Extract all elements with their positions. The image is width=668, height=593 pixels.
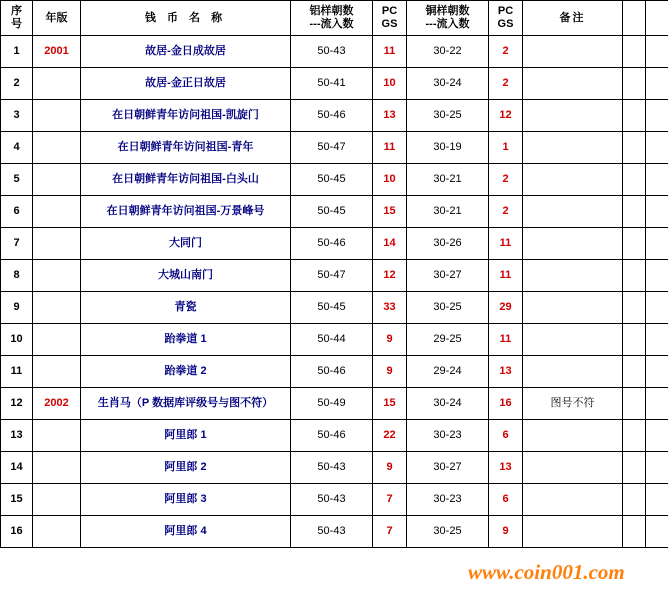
cell-aluminum-count: 50-43 [291, 36, 373, 68]
cell-pcgs-copper: 9 [489, 516, 523, 548]
cell-pcgs-copper: 1 [489, 132, 523, 164]
cell-extra-1 [623, 356, 646, 388]
cell-pcgs-aluminum: 12 [373, 260, 407, 292]
cell-pcgs-copper: 11 [489, 260, 523, 292]
cell-extra-1 [623, 260, 646, 292]
table-row [1, 196, 668, 228]
cell-sequence: 13 [1, 420, 33, 452]
cell-pcgs-aluminum: 11 [373, 132, 407, 164]
table-row [1, 164, 668, 196]
header-seq-line2: 号 [11, 18, 22, 30]
column-header-pcgs-aluminum [373, 1, 407, 36]
header-copper-line1: 铜样朝数 [425, 5, 470, 18]
cell-copper-count: 30-23 [407, 420, 489, 452]
cell-coin-name: 故居-金日成故居 [81, 36, 291, 68]
cell-year [33, 452, 81, 484]
cell-coin-name: 大同门 [81, 228, 291, 260]
cell-sequence: 11 [1, 356, 33, 388]
table-row [1, 420, 668, 452]
cell-pcgs-aluminum: 7 [373, 516, 407, 548]
cell-sequence: 12 [1, 388, 33, 420]
cell-sequence: 4 [1, 132, 33, 164]
cell-remark [523, 452, 623, 484]
cell-pcgs-aluminum: 10 [373, 68, 407, 100]
header-pcgs2-line1: PC [497, 5, 514, 18]
cell-aluminum-count: 50-45 [291, 292, 373, 324]
cell-pcgs-aluminum: 11 [373, 36, 407, 68]
cell-aluminum-count: 50-43 [291, 452, 373, 484]
cell-extra-2 [646, 420, 668, 452]
cell-extra-2 [646, 356, 668, 388]
cell-remark [523, 420, 623, 452]
cell-coin-name: 阿里郎 2 [81, 452, 291, 484]
cell-coin-name: 跆拳道 2 [81, 356, 291, 388]
cell-sequence: 3 [1, 100, 33, 132]
table-row [1, 68, 668, 100]
header-row [1, 1, 668, 36]
cell-extra-2 [646, 132, 668, 164]
column-header-sequence [1, 1, 33, 36]
cell-coin-name: 阿里郎 1 [81, 420, 291, 452]
column-header-remark: 备注 [523, 1, 623, 36]
cell-extra-1 [623, 164, 646, 196]
site-watermark: www.coin001.com [468, 560, 625, 584]
cell-pcgs-aluminum: 13 [373, 100, 407, 132]
cell-sequence: 10 [1, 324, 33, 356]
cell-extra-2 [646, 36, 668, 68]
cell-pcgs-copper: 2 [489, 68, 523, 100]
table-row [1, 292, 668, 324]
table-body [1, 36, 668, 548]
cell-remark [523, 68, 623, 100]
column-header-aluminum [291, 1, 373, 36]
cell-extra-1 [623, 516, 646, 548]
cell-sequence: 5 [1, 164, 33, 196]
cell-copper-count: 30-27 [407, 260, 489, 292]
cell-aluminum-count: 50-46 [291, 420, 373, 452]
cell-aluminum-count: 50-46 [291, 100, 373, 132]
cell-sequence: 14 [1, 452, 33, 484]
cell-remark: 图号不符 [523, 388, 623, 420]
cell-remark [523, 292, 623, 324]
cell-coin-name: 跆拳道 1 [81, 324, 291, 356]
cell-pcgs-copper: 6 [489, 420, 523, 452]
cell-extra-2 [646, 388, 668, 420]
table-row [1, 36, 668, 68]
cell-copper-count: 30-25 [407, 100, 489, 132]
cell-extra-1 [623, 132, 646, 164]
cell-copper-count: 30-24 [407, 388, 489, 420]
cell-aluminum-count: 50-41 [291, 68, 373, 100]
header-aluminum-line2: ---流入数 [309, 18, 354, 30]
cell-copper-count: 30-21 [407, 196, 489, 228]
cell-extra-1 [623, 196, 646, 228]
cell-sequence: 8 [1, 260, 33, 292]
column-header-coin-name: 钱 币 名 称 [81, 1, 291, 36]
table-row [1, 260, 668, 292]
column-header-year: 年版 [33, 1, 81, 36]
cell-coin-name: 生肖马（P 数据库评级号与图不符） [81, 388, 291, 420]
cell-aluminum-count: 50-43 [291, 516, 373, 548]
table-row [1, 356, 668, 388]
cell-pcgs-aluminum: 7 [373, 484, 407, 516]
table-row [1, 228, 668, 260]
cell-pcgs-copper: 12 [489, 100, 523, 132]
cell-extra-2 [646, 260, 668, 292]
cell-year [33, 68, 81, 100]
cell-pcgs-aluminum: 9 [373, 452, 407, 484]
cell-copper-count: 30-25 [407, 516, 489, 548]
cell-copper-count: 30-25 [407, 292, 489, 324]
cell-coin-name: 在日朝鲜青年访问祖国-白头山 [81, 164, 291, 196]
cell-year [33, 260, 81, 292]
cell-year [33, 100, 81, 132]
cell-pcgs-copper: 13 [489, 452, 523, 484]
cell-remark [523, 356, 623, 388]
cell-pcgs-aluminum: 9 [373, 356, 407, 388]
cell-extra-1 [623, 324, 646, 356]
table-row [1, 132, 668, 164]
cell-year: 2001 [33, 36, 81, 68]
header-copper-line2: ---流入数 [425, 18, 470, 30]
cell-copper-count: 29-24 [407, 356, 489, 388]
column-header-extra-2 [646, 1, 668, 36]
cell-copper-count: 30-24 [407, 68, 489, 100]
cell-extra-1 [623, 228, 646, 260]
cell-extra-1 [623, 420, 646, 452]
cell-aluminum-count: 50-45 [291, 196, 373, 228]
cell-aluminum-count: 50-47 [291, 132, 373, 164]
cell-copper-count: 30-23 [407, 484, 489, 516]
table-row [1, 100, 668, 132]
cell-extra-1 [623, 36, 646, 68]
cell-aluminum-count: 50-46 [291, 356, 373, 388]
table-row [1, 484, 668, 516]
cell-aluminum-count: 50-47 [291, 260, 373, 292]
cell-year [33, 516, 81, 548]
cell-remark [523, 164, 623, 196]
cell-extra-2 [646, 516, 668, 548]
cell-aluminum-count: 50-44 [291, 324, 373, 356]
cell-year [33, 484, 81, 516]
cell-extra-2 [646, 196, 668, 228]
cell-sequence: 15 [1, 484, 33, 516]
cell-pcgs-copper: 29 [489, 292, 523, 324]
cell-pcgs-copper: 2 [489, 196, 523, 228]
cell-remark [523, 100, 623, 132]
table-row [1, 452, 668, 484]
cell-coin-name: 阿里郎 4 [81, 516, 291, 548]
cell-sequence: 2 [1, 68, 33, 100]
cell-coin-name: 大城山南门 [81, 260, 291, 292]
cell-pcgs-copper: 2 [489, 36, 523, 68]
cell-year [33, 228, 81, 260]
cell-pcgs-copper: 11 [489, 324, 523, 356]
cell-year [33, 420, 81, 452]
cell-year [33, 196, 81, 228]
cell-remark [523, 196, 623, 228]
cell-sequence: 16 [1, 516, 33, 548]
cell-year [33, 324, 81, 356]
cell-aluminum-count: 50-46 [291, 228, 373, 260]
cell-pcgs-copper: 13 [489, 356, 523, 388]
cell-extra-2 [646, 452, 668, 484]
cell-extra-2 [646, 228, 668, 260]
cell-pcgs-aluminum: 9 [373, 324, 407, 356]
header-pcgs1-line1: PC [381, 5, 398, 18]
cell-year: 2002 [33, 388, 81, 420]
cell-year [33, 132, 81, 164]
cell-extra-2 [646, 100, 668, 132]
cell-pcgs-copper: 6 [489, 484, 523, 516]
cell-extra-2 [646, 484, 668, 516]
cell-coin-name: 在日朝鲜青年访问祖国-凯旋门 [81, 100, 291, 132]
cell-copper-count: 30-26 [407, 228, 489, 260]
cell-extra-1 [623, 452, 646, 484]
table-row [1, 324, 668, 356]
cell-remark [523, 260, 623, 292]
cell-coin-name: 故居-金正日故居 [81, 68, 291, 100]
cell-copper-count: 29-25 [407, 324, 489, 356]
cell-remark [523, 484, 623, 516]
cell-aluminum-count: 50-49 [291, 388, 373, 420]
cell-year [33, 356, 81, 388]
column-header-copper [407, 1, 489, 36]
cell-coin-name: 在日朝鲜青年访问祖国-万景峰号 [81, 196, 291, 228]
table-header [1, 1, 668, 36]
cell-extra-2 [646, 68, 668, 100]
cell-copper-count: 30-21 [407, 164, 489, 196]
cell-pcgs-aluminum: 15 [373, 388, 407, 420]
cell-extra-1 [623, 484, 646, 516]
header-aluminum-line1: 铝样朝数 [309, 5, 354, 18]
column-header-pcgs-copper [489, 1, 523, 36]
cell-pcgs-aluminum: 33 [373, 292, 407, 324]
cell-remark [523, 132, 623, 164]
cell-extra-1 [623, 388, 646, 420]
cell-copper-count: 30-22 [407, 36, 489, 68]
cell-coin-name: 在日朝鲜青年访问祖国-青年 [81, 132, 291, 164]
cell-copper-count: 30-19 [407, 132, 489, 164]
cell-remark [523, 36, 623, 68]
cell-extra-1 [623, 68, 646, 100]
cell-sequence: 1 [1, 36, 33, 68]
cell-extra-2 [646, 164, 668, 196]
cell-aluminum-count: 50-43 [291, 484, 373, 516]
cell-pcgs-aluminum: 22 [373, 420, 407, 452]
column-header-extra-1 [623, 1, 646, 36]
cell-extra-2 [646, 324, 668, 356]
cell-pcgs-copper: 2 [489, 164, 523, 196]
cell-extra-1 [623, 100, 646, 132]
cell-pcgs-copper: 16 [489, 388, 523, 420]
cell-copper-count: 30-27 [407, 452, 489, 484]
cell-pcgs-aluminum: 14 [373, 228, 407, 260]
cell-sequence: 6 [1, 196, 33, 228]
header-pcgs1-line2: GS [381, 18, 398, 30]
cell-coin-name: 青瓷 [81, 292, 291, 324]
cell-coin-name: 阿里郎 3 [81, 484, 291, 516]
cell-remark [523, 324, 623, 356]
cell-extra-1 [623, 292, 646, 324]
cell-pcgs-aluminum: 10 [373, 164, 407, 196]
cell-sequence: 9 [1, 292, 33, 324]
cell-aluminum-count: 50-45 [291, 164, 373, 196]
cell-year [33, 164, 81, 196]
table-row [1, 388, 668, 420]
cell-year [33, 292, 81, 324]
cell-sequence: 7 [1, 228, 33, 260]
cell-remark [523, 228, 623, 260]
header-seq-line1: 序 [11, 5, 22, 18]
cell-remark [523, 516, 623, 548]
header-pcgs2-line2: GS [497, 18, 514, 30]
cell-pcgs-copper: 11 [489, 228, 523, 260]
cell-extra-2 [646, 292, 668, 324]
table-row [1, 516, 668, 548]
cell-pcgs-aluminum: 15 [373, 196, 407, 228]
